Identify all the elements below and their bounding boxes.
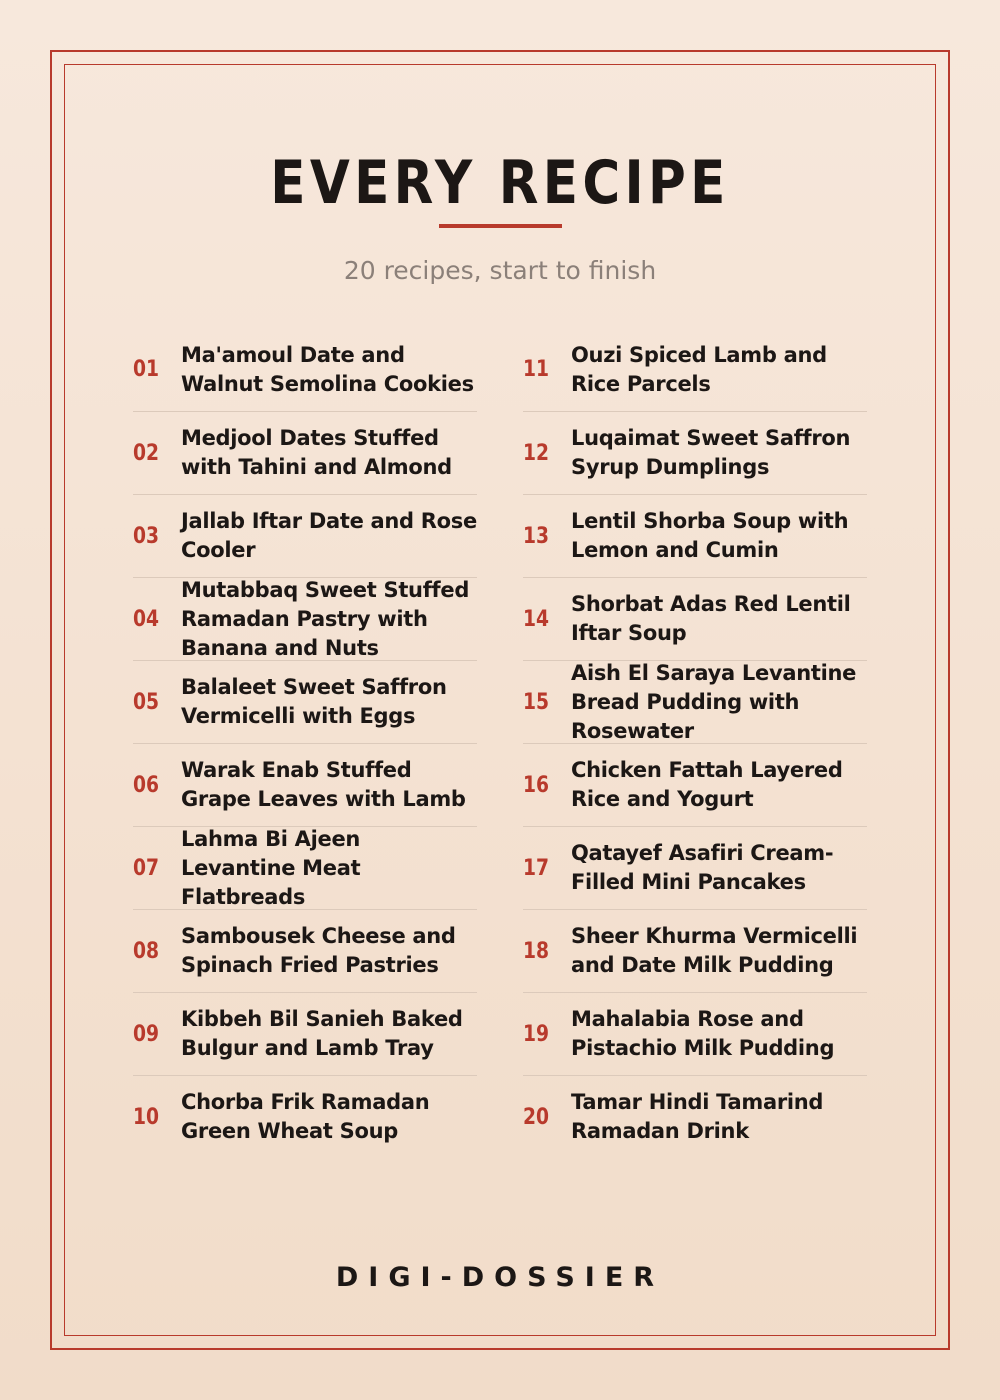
recipe-item [133, 743, 477, 826]
recipe-name: Ma'amoul Date and Walnut Semolina Cookies [181, 342, 474, 396]
recipe-number: 07 [133, 855, 160, 881]
recipe-number: 20 [523, 1104, 550, 1130]
title-underline [439, 224, 562, 228]
recipe-item [523, 494, 867, 577]
recipe-name: Warak Enab Stuffed Grape Leaves with Lamb [181, 758, 466, 811]
recipe-name: Balaleet Sweet Saffron Vermicelli with Eggs [181, 675, 447, 728]
recipe-column-right [523, 328, 867, 1158]
recipe-number: 03 [133, 523, 160, 549]
recipe-item [523, 992, 867, 1075]
recipe-item [523, 411, 867, 494]
recipe-item [133, 660, 477, 743]
recipe-number: 10 [133, 1104, 160, 1130]
recipe-number: 05 [133, 689, 160, 715]
recipe-column-left [133, 328, 477, 1158]
recipe-number: 01 [133, 357, 160, 382]
recipe-number: 16 [523, 772, 550, 798]
recipe-number: 19 [523, 1021, 550, 1047]
recipe-name: Qatayef Asafiri Cream-Filled Mini Pancakes [571, 841, 834, 894]
recipe-item [133, 411, 477, 494]
recipe-name: Luqaimat Sweet Saffron Syrup Dumplings [571, 426, 851, 479]
recipe-name: Ouzi Spiced Lamb and Rice Parcels [571, 342, 827, 396]
recipe-item [523, 328, 867, 411]
recipe-name: Sheer Khurma Vermicelli and Date Milk Pudding [571, 924, 858, 977]
recipe-number: 09 [133, 1021, 160, 1047]
recipe-name: Lahma Bi Ajeen Levantine Meat Flatbreads [181, 826, 361, 909]
recipe-name: Mahalabia Rose and Pistachio Milk Pudding [571, 1007, 835, 1060]
recipe-name: Shorbat Adas Red Lentil Iftar Soup [571, 592, 851, 645]
recipe-name: Chorba Frik Ramadan Green Wheat Soup [181, 1090, 430, 1143]
footer-brand: DIGI-DOSSIER [335, 1262, 665, 1293]
recipe-item [133, 494, 477, 577]
recipe-number: 02 [133, 440, 160, 466]
recipe-name: Tamar Hindi Tamarind Ramadan Drink [571, 1090, 824, 1143]
recipe-name: Lentil Shorba Soup with Lemon and Cumin [571, 509, 849, 562]
recipe-number: 06 [133, 772, 160, 798]
recipe-name: Jallab Iftar Date and Rose Cooler [181, 509, 477, 562]
recipe-name: Chicken Fattah Layered Rice and Yogurt [571, 758, 843, 811]
recipe-number: 14 [523, 606, 550, 632]
recipe-item [133, 1075, 477, 1158]
recipe-item [523, 743, 867, 826]
recipe-item [523, 909, 867, 992]
recipe-item [523, 1075, 867, 1158]
recipe-number: 15 [523, 689, 550, 715]
recipe-number: 04 [133, 606, 160, 632]
recipe-item [133, 577, 477, 660]
recipe-number: 12 [523, 440, 550, 466]
recipe-number: 13 [523, 523, 550, 549]
page-subtitle: 20 recipes, start to finish [343, 256, 657, 285]
recipe-number: 18 [523, 938, 550, 964]
recipe-item [523, 577, 867, 660]
recipe-item [523, 660, 867, 743]
recipe-item [523, 826, 867, 909]
recipe-name: Sambousek Cheese and Spinach Fried Pastries [181, 924, 456, 977]
page-title: EVERY RECIPE [270, 148, 730, 218]
recipe-name: Aish El Saraya Levantine Bread Pudding with Rosewater [571, 660, 857, 743]
recipe-item [133, 909, 477, 992]
recipe-item [133, 992, 477, 1075]
recipe-item [133, 826, 477, 909]
recipe-name: Kibbeh Bil Sanieh Baked Bulgur and Lamb Tray [181, 1007, 463, 1060]
recipe-number: 11 [523, 357, 550, 382]
recipe-number: 08 [133, 938, 160, 964]
recipe-name: Medjool Dates Stuffed with Tahini and Almond [181, 426, 452, 479]
recipe-item [133, 328, 477, 411]
recipe-number: 17 [523, 855, 550, 881]
recipe-name: Mutabbaq Sweet Stuffed Ramadan Pastry with Banana and Nuts [181, 577, 470, 660]
